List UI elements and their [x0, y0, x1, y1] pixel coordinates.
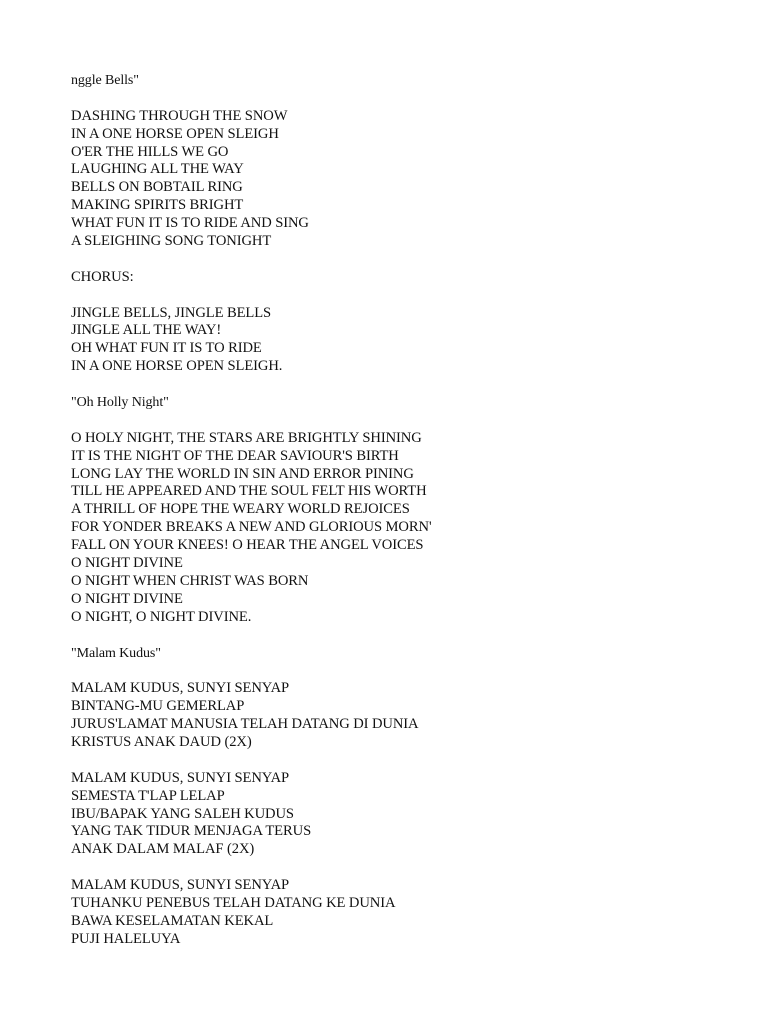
- verse-block: [71, 305, 731, 377]
- lyric-line: TUHANKU PENEBUS TELAH DATANG KE DUNIA: [71, 894, 396, 911]
- lyric-line: O'ER THE HILLS WE GO: [71, 143, 229, 160]
- lyric-line: WHAT FUN IT IS TO RIDE AND SING: [71, 215, 309, 232]
- lyric-line: BINTANG-MU GEMERLAP: [71, 698, 245, 715]
- lyric-line: IN A ONE HORSE OPEN SLEIGH: [71, 125, 279, 142]
- lyric-line: TILL HE APPEARED AND THE SOUL FELT HIS WORTH: [71, 483, 427, 500]
- lyric-line: O NIGHT, O NIGHT DIVINE.: [71, 608, 252, 625]
- lyric-line: MALAM KUDUS, SUNYI SENYAP: [71, 680, 290, 697]
- lyric-line: FOR YONDER BREAKS A NEW AND GLORIOUS MORN': [71, 519, 432, 536]
- lyric-line: O NIGHT WHEN CHRIST WAS BORN: [71, 572, 309, 589]
- verse-block: [71, 680, 731, 752]
- verse-block: [71, 108, 731, 251]
- document-body: [71, 72, 731, 949]
- lyric-line: LONG LAY THE WORLD IN SIN AND ERROR PINING: [71, 465, 414, 482]
- lyric-line: O HOLY NIGHT, THE STARS ARE BRIGHTLY SHINING: [71, 429, 422, 446]
- lyric-line: MALAM KUDUS, SUNYI SENYAP: [71, 877, 290, 894]
- song-title: "Oh Holly Night": [71, 395, 169, 411]
- verse-block: [71, 430, 731, 627]
- lyric-line: LAUGHING ALL THE WAY: [71, 161, 244, 178]
- song-title: "Malam Kudus": [71, 645, 161, 661]
- lyric-line: MALAM KUDUS, SUNYI SENYAP: [71, 769, 290, 786]
- section-label: CHORUS:: [71, 268, 134, 285]
- lyric-line: ANAK DALAM MALAF (2X): [71, 841, 255, 858]
- lyric-line: O NIGHT DIVINE: [71, 590, 183, 607]
- song-title-block: [71, 645, 731, 663]
- chorus-label-block: [71, 269, 731, 287]
- lyric-line: IT IS THE NIGHT OF THE DEAR SAVIOUR'S BIRTH: [71, 447, 399, 464]
- song-title-block: [71, 72, 731, 90]
- lyric-line: MAKING SPIRITS BRIGHT: [71, 197, 244, 214]
- verse-block: [71, 877, 731, 949]
- lyric-line: FALL ON YOUR KNEES! O HEAR THE ANGEL VOICES: [71, 537, 424, 554]
- lyric-line: YANG TAK TIDUR MENJAGA TERUS: [71, 823, 312, 840]
- lyric-line: IN A ONE HORSE OPEN SLEIGH.: [71, 358, 283, 375]
- lyric-line: A THRILL OF HOPE THE WEARY WORLD REJOICES: [71, 501, 410, 518]
- lyric-line: SEMESTA T'LAP LELAP: [71, 787, 225, 804]
- lyric-line: KRISTUS ANAK DAUD (2X): [71, 733, 252, 750]
- lyric-line: O NIGHT DIVINE: [71, 555, 183, 572]
- lyric-line: OH WHAT FUN IT IS TO RIDE: [71, 340, 262, 357]
- lyric-line: DASHING THROUGH THE SNOW: [71, 107, 288, 124]
- song-title-block: [71, 394, 731, 412]
- lyric-line: IBU/BAPAK YANG SALEH KUDUS: [71, 805, 294, 822]
- lyric-line: A SLEIGHING SONG TONIGHT: [71, 233, 272, 250]
- lyric-line: JINGLE ALL THE WAY!: [71, 322, 222, 339]
- lyric-line: PUJI HALELUYA: [71, 930, 181, 947]
- lyric-line: JINGLE BELLS, JINGLE BELLS: [71, 304, 272, 321]
- verse-block: [71, 770, 731, 859]
- lyric-line: BAWA KESELAMATAN KEKAL: [71, 912, 274, 929]
- lyric-line: BELLS ON BOBTAIL RING: [71, 179, 243, 196]
- lyric-line: JURUS'LAMAT MANUSIA TELAH DATANG DI DUNIA: [71, 716, 419, 733]
- song-title: nggle Bells": [71, 73, 139, 88]
